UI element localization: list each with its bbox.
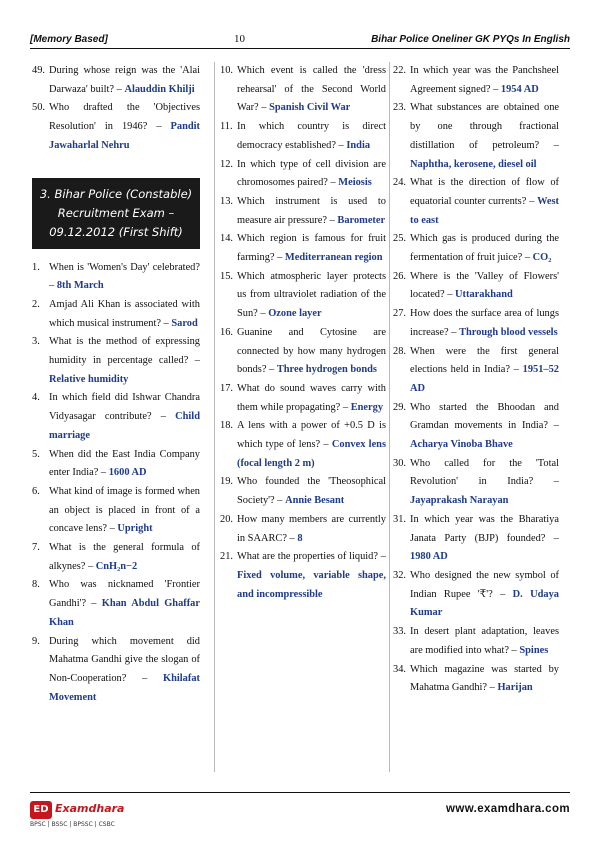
question-item <box>393 511 559 567</box>
question-number: 13. <box>220 195 233 207</box>
question-item <box>393 661 559 698</box>
answer-text: Three hydrogen bonds <box>276 364 377 376</box>
question-body <box>237 548 386 604</box>
question-number: 49. <box>32 65 45 76</box>
question-body <box>49 576 200 632</box>
header-left-label: [Memory Based] <box>30 33 108 45</box>
question-number: 24. <box>393 177 406 189</box>
question-item <box>393 399 559 455</box>
question-number: 10. <box>220 65 233 76</box>
question-text: A lens with a power of +0.5 D is which type of lens? – <box>237 420 386 451</box>
question-number: 14. <box>220 233 233 245</box>
question-text: Who started the Bhoodan and Gramdan movements in India? – <box>410 401 559 432</box>
question-item <box>32 259 200 296</box>
question-body <box>410 99 559 174</box>
question-number: 2. <box>32 298 40 310</box>
question-number: 32. <box>393 569 406 581</box>
answer-text: Pandit Jawaharlal Nehru <box>49 121 200 151</box>
question-item <box>32 333 200 389</box>
question-item <box>220 380 386 417</box>
question-item <box>220 62 386 118</box>
answer-text: West to east <box>410 195 559 226</box>
header-book-title: Bihar Police Oneliner GK PYQs In English <box>371 33 570 45</box>
question-item <box>393 174 559 230</box>
question-number: 25. <box>393 233 406 245</box>
question-item <box>220 118 386 155</box>
question-number: 4. <box>32 392 40 404</box>
question-number: 9. <box>32 635 40 647</box>
question-body <box>49 296 200 333</box>
question-text: In which type of cell division are chromosomes paired? – <box>237 158 386 189</box>
question-body <box>237 193 386 230</box>
question-number: 30. <box>393 457 406 469</box>
question-body <box>49 99 200 155</box>
answer-text: Barometer <box>337 214 386 226</box>
answer-text: Spanish Civil War <box>269 102 351 114</box>
question-item <box>393 343 559 399</box>
page-header <box>30 30 570 49</box>
answer-text: Upright <box>117 523 153 535</box>
question-text: Which instrument is used to measure air pressure? – <box>237 195 386 226</box>
answer-text: 1954 AD <box>500 83 539 95</box>
question-text: Which region is famous for fruit farming? – <box>237 233 386 264</box>
question-text: How many members are currently in SAARC? – <box>237 513 386 544</box>
question-body <box>410 268 559 305</box>
question-number: 31. <box>393 513 406 525</box>
column-divider <box>389 62 390 772</box>
question-number: 6. <box>32 485 40 497</box>
answer-text: Child marriage <box>49 411 200 441</box>
column-3 <box>393 62 559 698</box>
answer-text: 1980 AD <box>410 551 448 563</box>
answer-text: Alauddin Khilji <box>124 83 195 95</box>
question-body <box>49 389 200 445</box>
question-text: In which year was the Bharatiya Janata Party (BJP) founded? – <box>410 513 559 544</box>
answer-text: Khilafat Movement <box>49 672 200 703</box>
column-divider <box>214 62 215 772</box>
page-number: 10 <box>233 33 245 45</box>
question-text: Who was nicknamed 'Frontier Gandhi'? – <box>49 579 200 610</box>
question-number: 17. <box>220 382 233 394</box>
answer-text: Jayaprakash Narayan <box>410 495 509 507</box>
question-text: Which atmospheric layer protects us from ultraviolet radiation of the Sun? – <box>237 270 386 320</box>
question-item <box>32 539 200 576</box>
question-number: 29. <box>393 401 406 413</box>
question-body <box>237 511 386 548</box>
question-number: 19. <box>220 476 233 488</box>
examdhara-logo <box>30 801 125 829</box>
question-text: Which event is called the 'dress rehearsal' of the Second World War? – <box>237 65 386 114</box>
question-body <box>237 230 386 267</box>
question-item <box>220 268 386 324</box>
question-text: Who drafted the 'Objectives Resolution' in 1946? – <box>49 102 200 133</box>
question-body <box>410 305 559 342</box>
question-item <box>32 389 200 445</box>
question-body <box>410 399 559 455</box>
question-number: 22. <box>393 65 406 76</box>
question-item <box>32 99 200 155</box>
answer-text: CnH₂n−2 <box>95 560 138 572</box>
question-number: 26. <box>393 270 406 282</box>
question-text: Which gas is produced during the fermentation of fruit juice? – <box>410 233 559 264</box>
question-body <box>410 567 559 623</box>
question-number: 1. <box>32 261 40 273</box>
question-number: 12. <box>220 158 233 170</box>
question-text: What is the direction of flow of equatorial counter currents? – <box>410 177 559 207</box>
answer-text: Convex lens (focal length 2 m) <box>237 439 387 469</box>
question-body <box>410 62 559 99</box>
question-item <box>393 567 559 623</box>
question-number: 11. <box>220 121 233 133</box>
logo-name: Examdhara <box>55 802 125 815</box>
question-text: What do sound waves carry with them while propagating? – <box>237 382 386 413</box>
question-text: Who called for the 'Total Revolution' in India? – <box>410 457 559 488</box>
answer-text: Fixed volume, variable shape, and incompressible <box>237 569 386 600</box>
question-item <box>32 576 200 632</box>
answer-text: India <box>346 139 371 151</box>
question-item <box>32 483 200 539</box>
question-number: 50. <box>32 102 45 114</box>
question-body <box>237 417 386 473</box>
exam-heading-line: 3. Bihar Police (Constable) <box>39 186 193 201</box>
question-text: When is 'Women's Day' celebrated? – <box>49 261 200 292</box>
question-item <box>393 268 559 305</box>
question-text: What is the method of expressing humidity in percentage called? – <box>49 336 200 367</box>
answer-text: 8th March <box>56 280 104 292</box>
question-body <box>410 455 559 511</box>
answer-text: 8 <box>297 532 303 544</box>
question-number: 28. <box>393 345 406 357</box>
question-item <box>393 230 559 267</box>
column-1 <box>32 62 200 707</box>
question-text: Amjad Ali Khan is associated with which musical instrument? – <box>49 298 200 329</box>
question-body <box>49 259 200 296</box>
question-number: 7. <box>32 542 40 554</box>
question-item <box>220 511 386 548</box>
question-number: 33. <box>393 626 406 638</box>
question-body <box>237 473 386 510</box>
question-item <box>220 193 386 230</box>
exam-heading-box <box>32 178 200 249</box>
website-link[interactable]: www.examdhara.com <box>446 803 570 815</box>
page-footer <box>30 792 570 833</box>
answer-text: CO₂ <box>532 252 552 264</box>
question-item <box>220 230 386 267</box>
question-item <box>393 305 559 342</box>
question-body <box>49 633 200 708</box>
answer-text: Naphtha, kerosene, diesel oil <box>410 158 537 170</box>
answer-text: Relative humidity <box>49 373 129 385</box>
question-text: What substances are obtained one by one through fractional distillation of petroleum? – <box>410 102 559 151</box>
question-text: When were the first general elections held in India? – <box>410 345 559 376</box>
question-number: 15. <box>220 270 233 282</box>
question-item <box>32 633 200 708</box>
exam-heading-line: Recruitment Exam – <box>57 205 175 220</box>
logo-mark-icon: ED <box>30 801 52 819</box>
question-body <box>49 333 200 389</box>
logo-tagline: BPSC | BSSC | BPSSC | CSBC <box>30 821 115 828</box>
question-number: 34. <box>393 663 406 675</box>
question-body <box>237 118 386 155</box>
answer-text: Khan Abdul Ghaffar Khan <box>49 598 200 628</box>
question-item <box>393 99 559 174</box>
question-text: Where is the 'Valley of Flowers' located? – <box>410 270 559 301</box>
answer-text: Uttarakhand <box>455 289 513 301</box>
question-body <box>410 661 559 698</box>
question-body <box>237 324 386 380</box>
question-text: What are the properties of liquid? – <box>237 551 386 563</box>
question-text: When did the East India Company enter India? – <box>49 448 200 479</box>
question-item <box>220 548 386 604</box>
answer-text: Sarod <box>171 317 198 329</box>
answer-text: Mediterranean region <box>284 252 383 264</box>
answer-text: Energy <box>350 401 384 413</box>
question-text: In which country is direct democracy established? – <box>237 121 386 151</box>
question-body <box>49 539 200 576</box>
question-body <box>49 446 200 483</box>
question-number: 27. <box>393 308 406 320</box>
question-item <box>220 324 386 380</box>
question-text: In which year was the Panchsheel Agreement signed? – <box>410 65 559 95</box>
question-body <box>410 174 559 230</box>
question-body <box>410 343 559 399</box>
question-body <box>237 268 386 324</box>
answer-text: Harijan <box>497 682 533 694</box>
answer-text: 1951–52 AD <box>410 364 559 394</box>
question-item <box>393 455 559 511</box>
question-body <box>237 156 386 193</box>
question-body <box>410 511 559 567</box>
answer-text: Through blood vessels <box>459 326 558 338</box>
column-2 <box>220 62 386 604</box>
answer-text: Acharya Vinoba Bhave <box>410 439 513 451</box>
question-number: 8. <box>32 579 40 591</box>
question-body <box>410 623 559 660</box>
question-body <box>49 62 200 99</box>
question-text: In desert plant adaptation, leaves are modified into what? – <box>410 626 559 656</box>
question-number: 23. <box>393 102 406 114</box>
exam-heading-line: 09.12.2012 (First Shift) <box>49 224 183 239</box>
question-text: What is the general formula of alkynes? – <box>49 542 200 572</box>
question-item <box>220 156 386 193</box>
answer-text: Ozone layer <box>268 308 322 320</box>
answer-text: Spines <box>519 644 549 656</box>
question-item <box>220 417 386 473</box>
question-body <box>410 230 559 267</box>
question-body <box>237 62 386 118</box>
question-text: In which field did Ishwar Chandra Vidyasagar contribute? – <box>49 392 200 423</box>
answer-text: Meiosis <box>338 177 372 189</box>
question-text: During whose reign was the 'Alai Darwaza' built? – <box>49 65 200 95</box>
question-item <box>32 296 200 333</box>
question-item <box>220 473 386 510</box>
question-body <box>237 380 386 417</box>
question-text: Who founded the 'Theosophical Society'? – <box>237 476 386 507</box>
question-body <box>49 483 200 539</box>
question-text: Which magazine was started by Mahatma Gandhi? – <box>410 663 559 694</box>
question-number: 16. <box>220 326 233 338</box>
question-text: During which movement did Mahatma Gandhi give the slogan of Non-Cooperation? – <box>49 635 200 684</box>
question-text: How does the surface area of lungs increase? – <box>410 308 559 338</box>
answer-text: 1600 AD <box>108 467 147 479</box>
question-item <box>393 62 559 99</box>
question-number: 3. <box>32 336 40 348</box>
question-number: 5. <box>32 448 40 460</box>
question-text: Guanine and Cytosine are connected by how many hydrogen bonds? – <box>237 326 386 376</box>
question-text: What kind of image is formed when an object is placed in front of a concave lens? – <box>49 485 200 535</box>
question-item <box>393 623 559 660</box>
answer-text: Annie Besant <box>285 495 345 507</box>
question-item <box>32 446 200 483</box>
question-text: Who designed the new symbol of Indian Rupee '₹'? – <box>410 569 559 600</box>
answer-text: D. Udaya Kumar <box>410 588 559 619</box>
question-number: 21. <box>220 551 233 563</box>
question-item <box>32 62 200 99</box>
question-number: 20. <box>220 513 233 525</box>
question-number: 18. <box>220 420 233 432</box>
